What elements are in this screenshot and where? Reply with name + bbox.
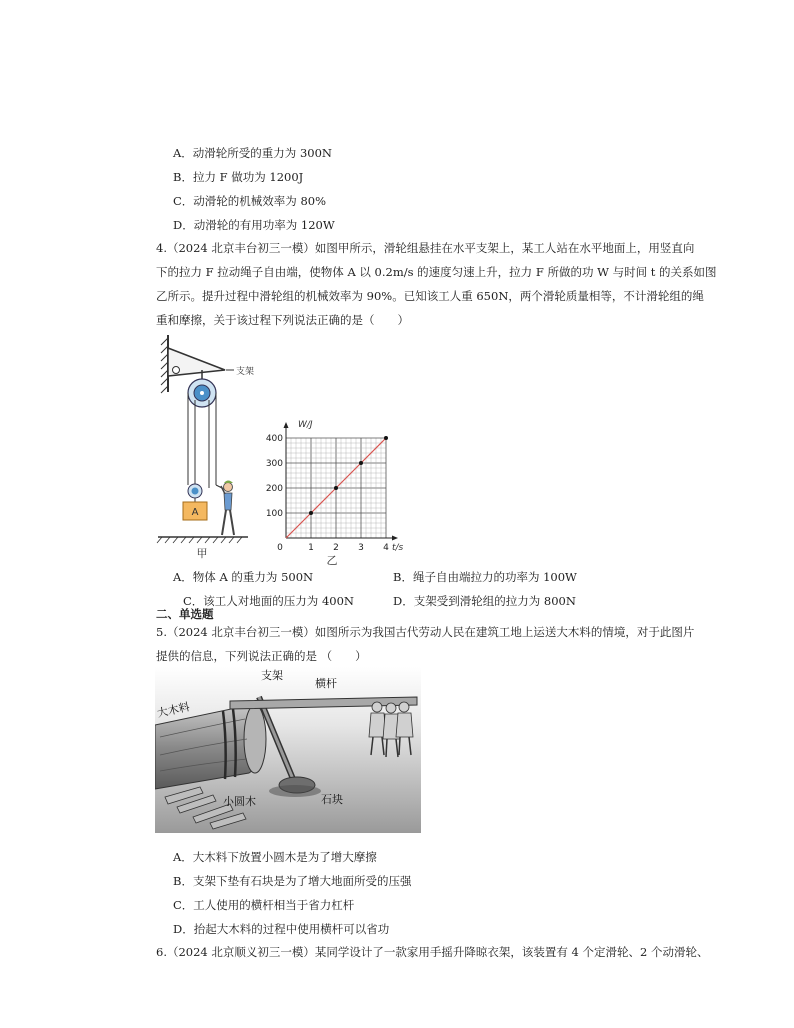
y-tick-label: 100 [265, 509, 283, 519]
data-point [384, 436, 388, 440]
y-axis-arrow [284, 422, 289, 428]
data-point [359, 461, 363, 465]
data-point [309, 511, 313, 515]
x-tick-label: 4 [383, 543, 389, 553]
label-crossbar: 横杆 [315, 677, 337, 690]
q3-option-b: B．拉力 F 做功为 1200J [173, 170, 304, 184]
x-axis-arrow [392, 536, 398, 541]
block-a-label: A [191, 507, 199, 518]
label-bracket: 支架 [261, 669, 283, 682]
q4-option-b: B．绳子自由端拉力的功率为 100W [393, 570, 577, 584]
q5-option-c: C．工人使用的横杆相当于省力杠杆 [173, 898, 355, 912]
bracket-label: 支架 [236, 367, 255, 377]
label-log: 大木料 [155, 700, 191, 720]
q5-option-d: D．抬起大木料的过程中使用横杆可以省功 [173, 922, 390, 936]
figure-yi-caption: 乙 [326, 554, 338, 567]
y-tick-label: 200 [265, 484, 283, 494]
q4-stem-line-3: 乙所示。提升过程中滑轮组的机械效率为 90%。已知该工人重 650N，两个滑轮质量相等，不计滑轮组的绳 [156, 289, 704, 303]
figure-pulley-system [150, 330, 270, 560]
q3-option-c: C．动滑轮的机械效率为 80% [173, 194, 327, 208]
figure-jia-caption: 甲 [196, 547, 208, 560]
x-tick-label: 3 [358, 543, 364, 553]
q3-option-d: D．动滑轮的有用功率为 120W [173, 218, 335, 232]
q4-option-d: D．支架受到滑轮组的拉力为 800N [393, 594, 576, 608]
x-tick-label: 2 [333, 543, 339, 553]
label-rollers: 小圆木 [223, 795, 256, 808]
section-heading: 二、单选题 [156, 607, 214, 621]
data-point [334, 486, 338, 490]
q4-option-a: A．物体 A 的重力为 500N [173, 570, 314, 584]
x-tick-label: 1 [308, 543, 314, 553]
q4-stem-line-2: 下的拉力 F 拉动绳子自由端，使物体 A 以 0.2m/s 的速度匀速上升，拉力 F 所做的功 W 与时间 t 的关系如图 [156, 265, 717, 279]
q5-option-a: A．大木料下放置小圆木是为了增大摩擦 [173, 850, 377, 864]
label-stone: 石块 [321, 793, 343, 806]
q4-stem-line-1: 4.（2024 北京丰台初三一模）如图甲所示，滑轮组悬挂在水平支架上，某工人站在水平地面上，用竖直向 [156, 241, 695, 255]
q5-stem-line-1: 5.（2024 北京丰台初三一模）如图所示为我国古代劳动人民在建筑工地上运送大木料的情境，对于此图片 [156, 625, 695, 639]
q6-stem-line-1: 6.（2024 北京顺义初三一模）某同学设计了一款家用手摇升降晾衣架，该装置有 4 个定滑轮、2 个动滑轮、 [156, 945, 709, 959]
q4-option-c: C．该工人对地面的压力为 400N [183, 594, 354, 608]
q3-option-a: A．动滑轮所受的重力为 300N [173, 146, 332, 160]
q5-option-b: B．支架下垫有石块是为了增大地面所受的压强 [173, 874, 412, 888]
x-axis-label: t/s [392, 543, 404, 553]
q4-stem-line-4: 重和摩擦，关于该过程下列说法正确的是（ ） [156, 313, 409, 327]
q5-stem-line-2: 提供的信息，下列说法正确的是 （ ） [156, 649, 367, 663]
y-tick-label: 400 [265, 434, 283, 444]
figure-ancient-transport [155, 667, 421, 833]
x-tick-label: 0 [277, 543, 283, 553]
y-tick-label: 300 [265, 459, 283, 469]
work-time-chart [262, 418, 412, 568]
y-axis-label: W/J [298, 420, 313, 430]
